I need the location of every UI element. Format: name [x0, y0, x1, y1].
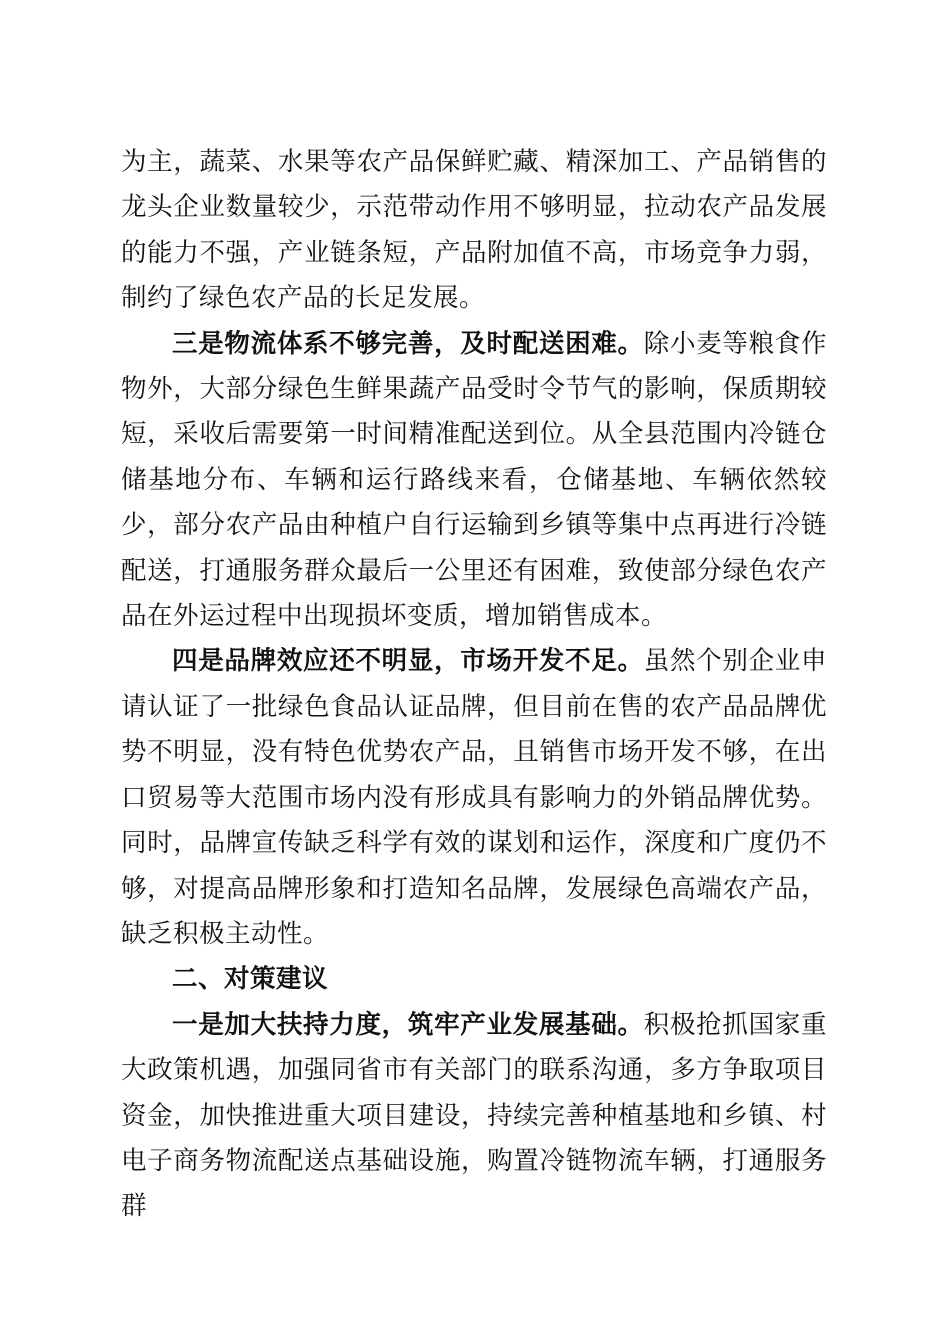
- section-heading: 二、对策建议: [172, 964, 329, 995]
- paragraph-continuation: [121, 140, 827, 322]
- document-body: [121, 140, 827, 1230]
- paragraph-text: 虽然个别企业申请认证了一批绿色食品认证品牌，但目前在售的农产品品牌优势不明显，没有特色优势农产品，且销售市场开发不够，在出口贸易等大范围市场内没有形成具有影响力的外销品牌优势。同时，品牌宣传缺乏科学有效的谋划和运作，深度和广度仍不够，对提高品牌形象和打造知名品牌，发展绿色高端农产品，缺乏积极主动性。: [121, 646, 827, 949]
- paragraph-lead: 四是品牌效应还不明显，市场开发不足。: [172, 646, 644, 677]
- paragraph-lead: 一是加大扶持力度，筑牢产业发展基础。: [172, 1009, 644, 1040]
- paragraph-text: 为主，蔬菜、水果等农产品保鲜贮藏、精深加工、产品销售的龙头企业数量较少，示范带动作用不够明显，拉动农产品发展的能力不强，产业链条短，产品附加值不高，市场竞争力弱，制约了绿色农产品的长足发展。: [121, 147, 827, 314]
- paragraph-logistics: [121, 322, 827, 640]
- paragraph-text: 除小麦等粮食作物外，大部分绿色生鲜果蔬产品受时令节气的影响，保质期较短，采收后需要第一时间精准配送到位。从全县范围内冷链仓储基地分布、车辆和运行路线来看，仓储基地、车辆依然较少，部分农产品由种植户自行运输到乡镇等集中点再进行冷链配送，打通服务群众最后一公里还有困难，致使部分绿色农产品在外运过程中出现损坏变质，增加销售成本。: [121, 328, 827, 632]
- paragraph-support: [121, 1003, 827, 1230]
- paragraph-brand: [121, 639, 827, 957]
- paragraph-text: 积极抢抓国家重大政策机遇，加强同省市有关部门的联系沟通，多方争取项目资金，加快推进重大项目建设，持续完善种植基地和乡镇、村电子商务物流配送点基础设施，购置冷链物流车辆，打通服务群: [121, 1009, 827, 1222]
- paragraph-lead: 三是物流体系不够完善，及时配送困难。: [172, 328, 644, 359]
